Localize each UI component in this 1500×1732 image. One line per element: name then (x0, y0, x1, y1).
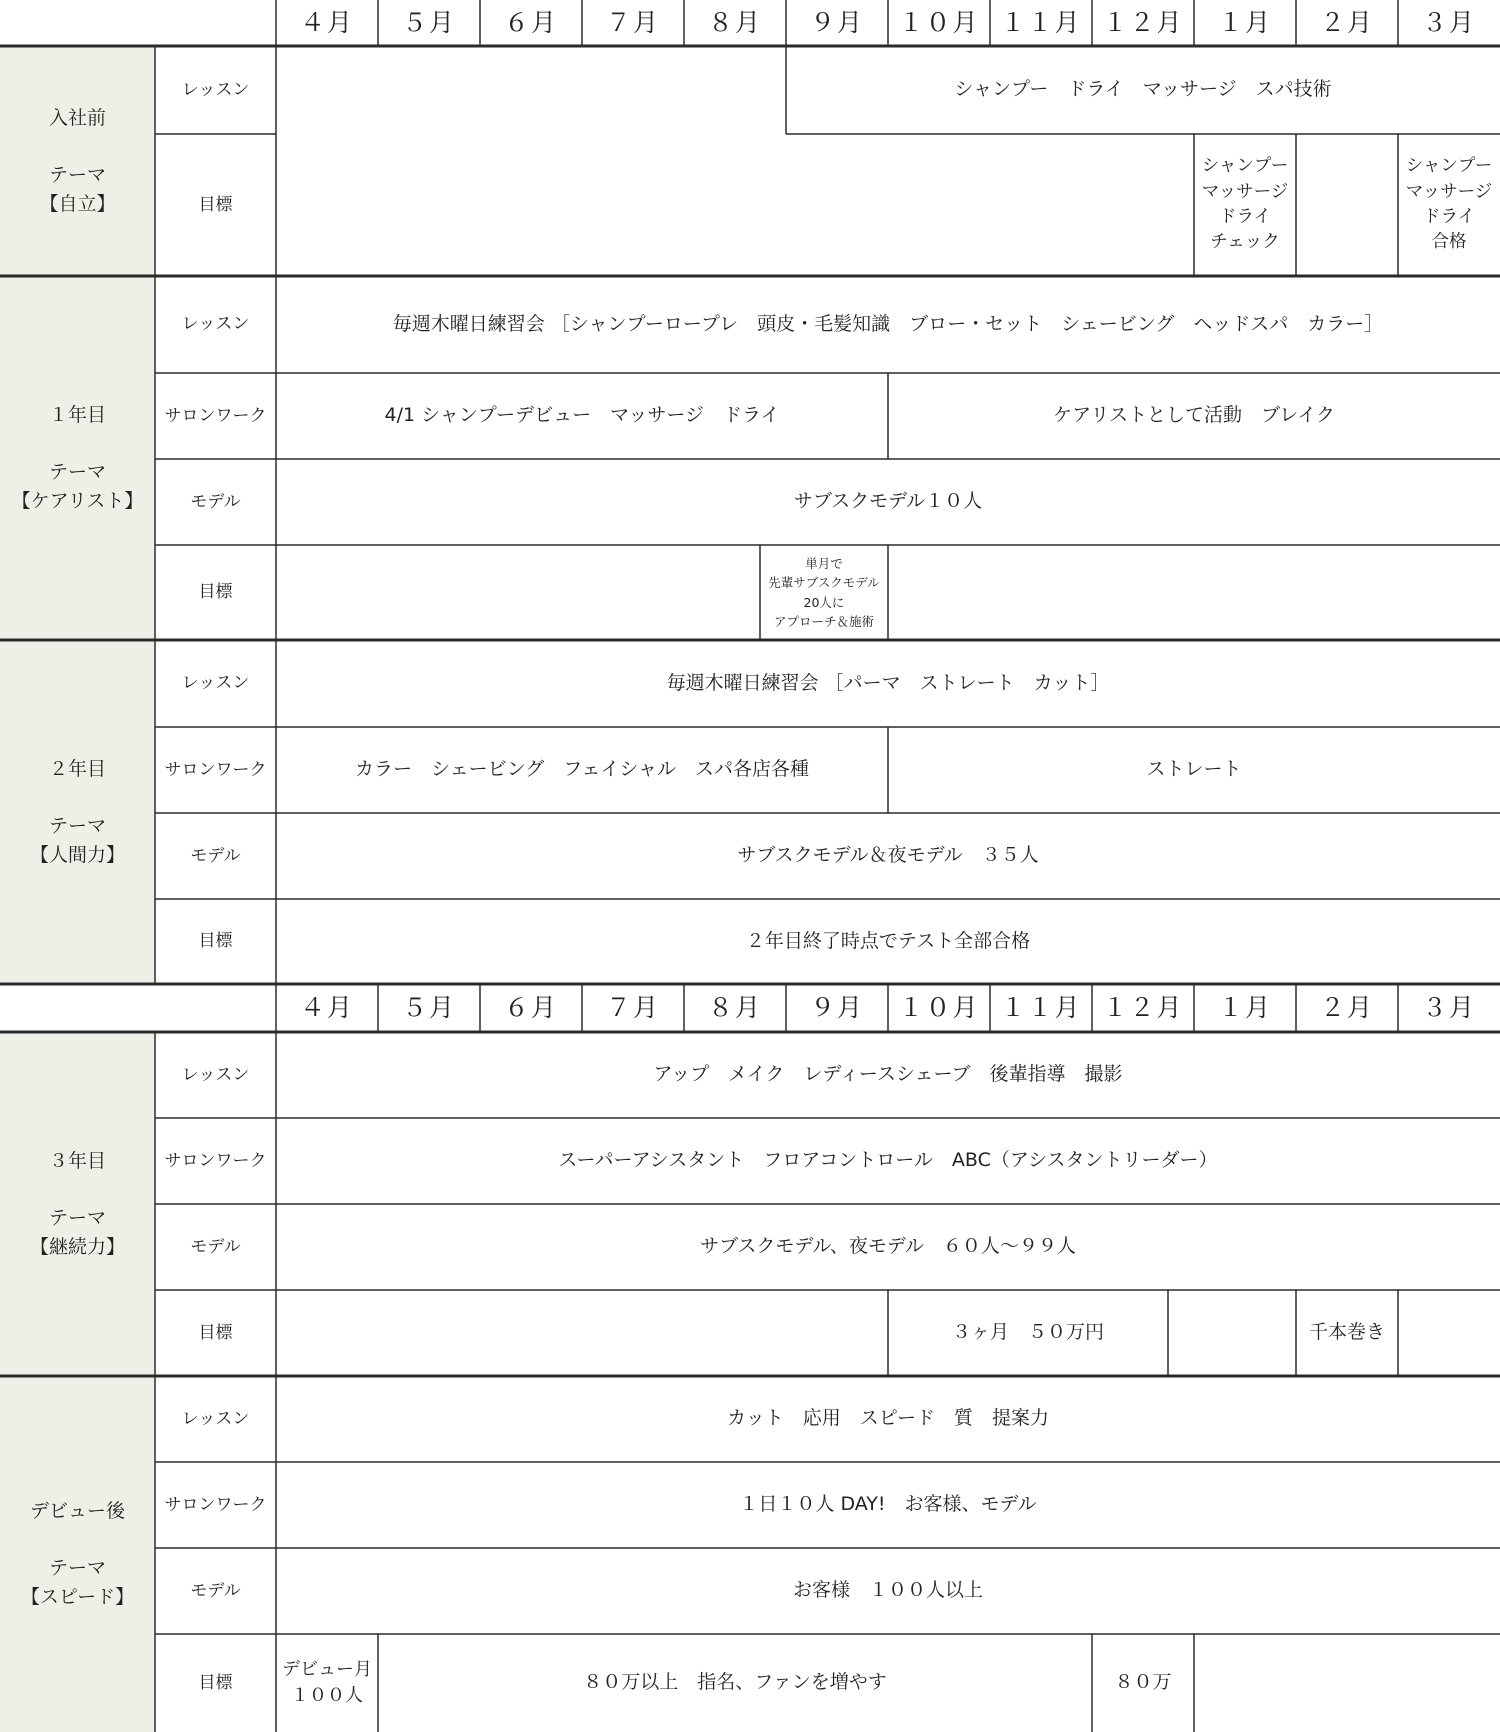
row-label-model: モデル (190, 1580, 241, 1601)
y2-lesson-cell: 毎週木曜日練習会 ［パーマ ストレート カット］ (666, 671, 1110, 694)
y2-model-cell: サブスクモデル＆夜モデル ３５人 (737, 844, 1039, 867)
row-label-goal: 目標 (198, 931, 233, 952)
debut-goal-c-cell: ８０万 (1114, 1671, 1172, 1694)
row-label-salon: サロンワーク (164, 405, 267, 426)
month-jun: ６月 (503, 7, 558, 37)
month-nov: １１月 (1000, 992, 1082, 1022)
y3-goal-a-cell: ３ヶ月 ５０万円 (951, 1321, 1104, 1344)
row-label-goal: 目標 (198, 1322, 233, 1343)
y1-lesson-cell: 毎週木曜日練習会 ［シャンプーロープレ 頭皮・毛髪知識 ブロー・セット シェービング ヘッドスパ カラー］ (392, 312, 1384, 335)
row-label-lesson: レッスン (181, 314, 250, 335)
row-label-goal: 目標 (198, 194, 233, 215)
row-label-model: モデル (190, 845, 241, 866)
month-feb: ２月 (1319, 7, 1374, 37)
theme-year2: ２年目 テーマ 【人間力】 (0, 640, 155, 984)
row-label-lesson: レッスン (181, 1408, 250, 1429)
month-oct: １０月 (898, 992, 980, 1022)
month-may: ５月 (401, 7, 456, 37)
month-mar: ３月 (1421, 992, 1476, 1022)
y1-salon-a-cell: 4/1 シャンプーデビュー マッサージ ドライ (384, 404, 780, 427)
pre-goal-jan-cell: シャンプー マッサージ ドライ チェック (1201, 156, 1289, 253)
debut-model-cell: お客様 １００人以上 (792, 1579, 983, 1602)
month-nov: １１月 (1000, 7, 1082, 37)
month-jan: １月 (1217, 992, 1272, 1022)
row-label-salon: サロンワーク (164, 1150, 267, 1171)
month-aug: ８月 (707, 7, 762, 37)
y3-salon-cell: スーパーアシスタント フロアコントロール ABC（アシスタントリーダー） (558, 1149, 1218, 1172)
theme-debut: デビュー後 テーマ 【スピード】 (0, 1376, 155, 1732)
theme-year3: ３年目 テーマ 【継続力】 (0, 1032, 155, 1376)
debut-salon-cell: １日１０人 DAY! お客様、モデル (739, 1493, 1037, 1516)
row-label-salon: サロンワーク (164, 1494, 267, 1515)
y3-model-cell: サブスクモデル、夜モデル ６０人〜９９人 (700, 1235, 1076, 1258)
row-label-lesson: レッスン (181, 1064, 250, 1085)
month-dec: １２月 (1102, 7, 1184, 37)
month-sep: ９月 (809, 992, 864, 1022)
row-label-goal: 目標 (198, 1672, 233, 1693)
month-feb: ２月 (1319, 992, 1374, 1022)
month-aug: ８月 (707, 992, 762, 1022)
debut-goal-b-cell: ８０万以上 指名、ファンを増やす (583, 1671, 887, 1694)
row-label-lesson: レッスン (181, 673, 250, 694)
theme-pre: 入社前 テーマ 【自立】 (0, 46, 155, 276)
month-may: ５月 (401, 992, 456, 1022)
pre-lesson-cell: シャンプー ドライ マッサージ スパ技術 (954, 78, 1332, 101)
row-label-salon: サロンワーク (164, 759, 267, 780)
debut-goal-a-cell: デビュー月 １００人 (282, 1658, 372, 1706)
month-jan: １月 (1217, 7, 1272, 37)
month-jul: ７月 (605, 992, 660, 1022)
row-label-goal: 目標 (198, 582, 233, 603)
month-apr: ４月 (299, 7, 354, 37)
row-label-model: モデル (190, 491, 241, 512)
month-dec: １２月 (1102, 992, 1184, 1022)
debut-lesson-cell: カット 応用 スピード 質 提案力 (726, 1407, 1050, 1430)
y1-goal-sep-cell: 単月で 先輩サブスクモデル 20人に アプローチ＆施術 (768, 555, 880, 629)
row-label-lesson: レッスン (181, 79, 250, 100)
y2-goal-cell: ２年目終了時点でテスト全部合格 (745, 929, 1031, 952)
y3-goal-b-cell: 千本巻き (1308, 1321, 1385, 1344)
pre-goal-mar-cell: シャンプー マッサージ ドライ 合格 (1405, 156, 1493, 253)
y2-salon-a-cell: カラー シェービング フェイシャル スパ各店各種 (355, 758, 809, 781)
month-sep: ９月 (809, 7, 864, 37)
y2-salon-b-cell: ストレート (1146, 758, 1242, 781)
month-oct: １０月 (898, 7, 980, 37)
month-mar: ３月 (1421, 7, 1476, 37)
theme-year1: １年目 テーマ 【ケアリスト】 (0, 276, 155, 640)
row-label-model: モデル (190, 1236, 241, 1257)
month-apr: ４月 (299, 992, 354, 1022)
y3-lesson-cell: アップ メイク レディースシェーブ 後輩指導 撮影 (653, 1063, 1123, 1086)
month-jul: ７月 (605, 7, 660, 37)
y1-salon-b-cell: ケアリストとして活動 ブレイク (1053, 404, 1335, 427)
month-jun: ６月 (503, 992, 558, 1022)
y1-model-cell: サブスクモデル１０人 (793, 490, 983, 513)
